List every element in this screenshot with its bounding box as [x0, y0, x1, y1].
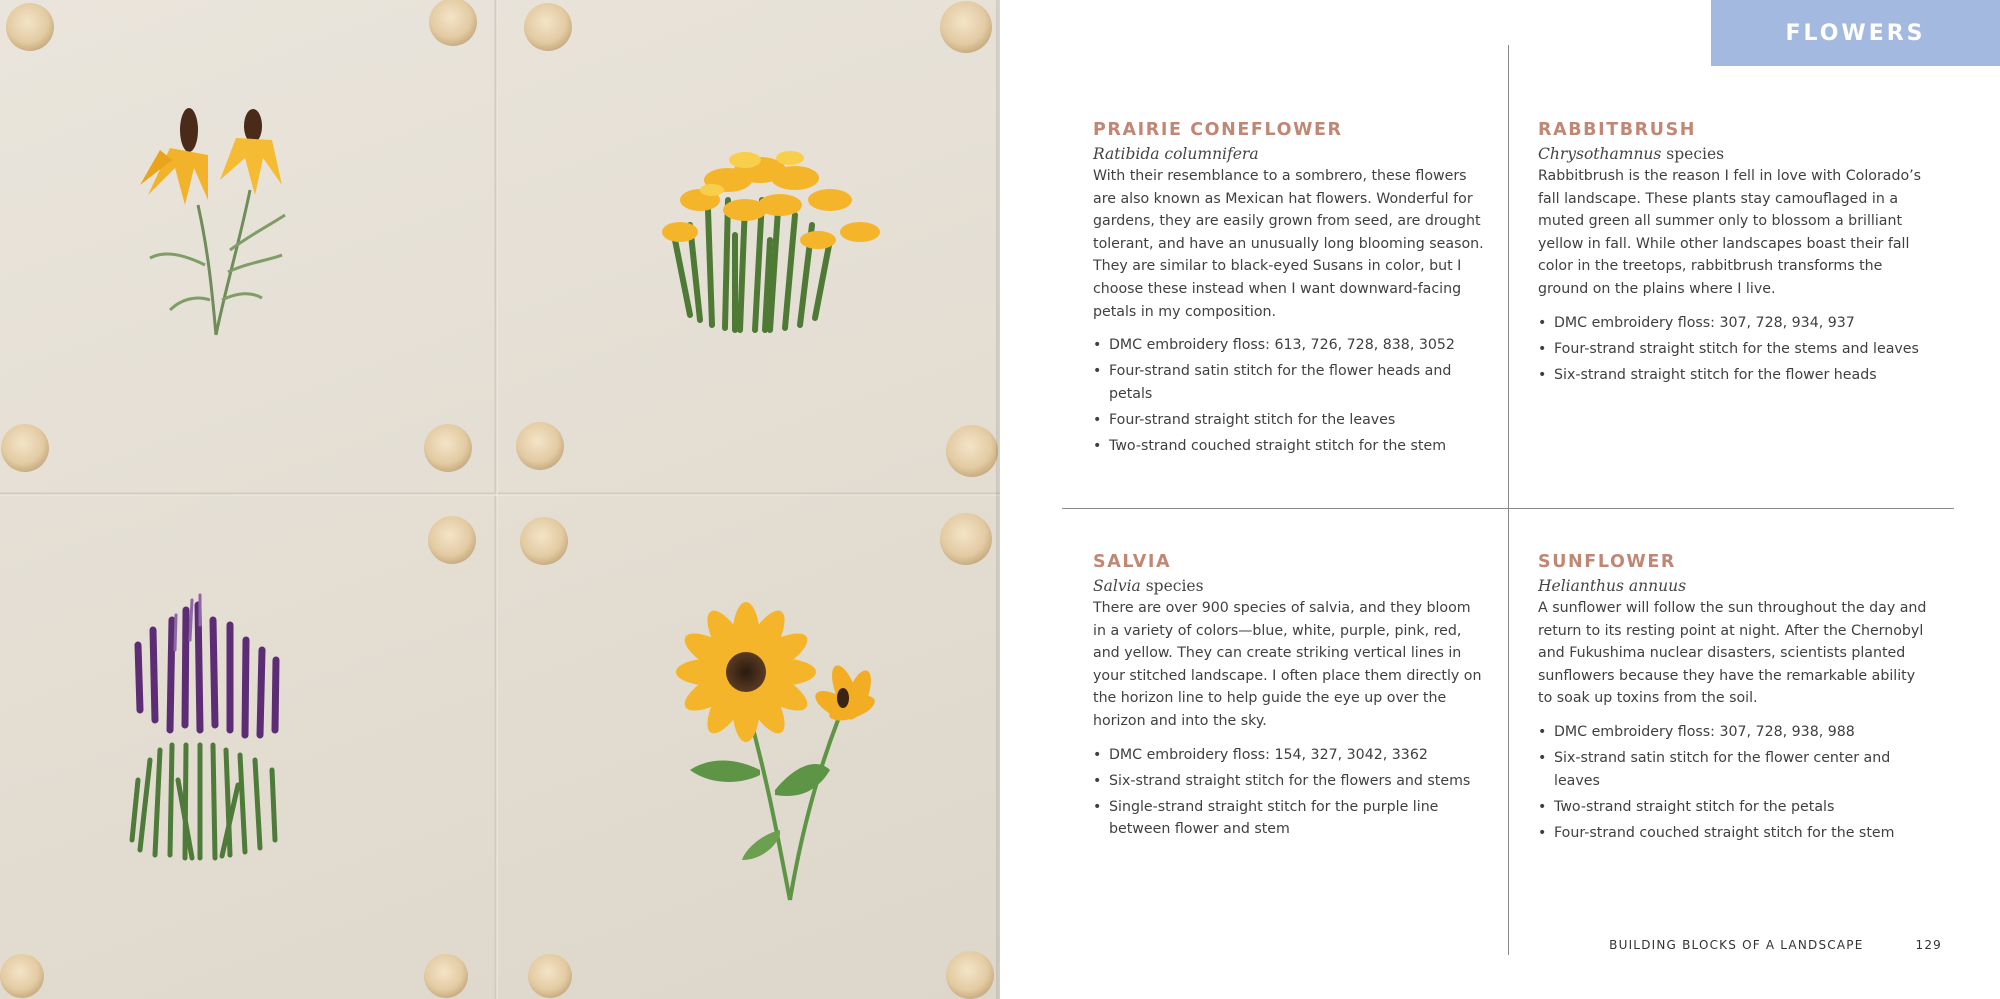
scientific-name: [1093, 143, 1485, 165]
detail-item: • Single-strand straight stitch for the purple line between flower and stem: [1093, 796, 1485, 841]
entry-description: Rabbitbrush is the reason I fell in love with Colorado’s fall landscape. These plants stay camouflaged in a muted green all summer only to blossom a brilliant yellow in fall. While other landscapes boast their fall color in the treetops, rabbitbrush transforms the ground on the plains where I live.: [1538, 168, 1922, 297]
page-number: 129: [1915, 938, 1942, 952]
detail-item: • Six-strand satin stitch for the flower center and leaves: [1538, 747, 1930, 792]
entry-title: SALVIA: [1093, 552, 1172, 572]
entry-salvia: [1093, 551, 1485, 844]
page-footer: [1609, 938, 1942, 952]
detail-item: • Four-strand couched straight stitch for the stem: [1538, 822, 1930, 845]
entry-title: RABBITBRUSH: [1538, 120, 1697, 140]
scientific-name-italic: Ratibida columnifera: [1093, 145, 1259, 163]
scientific-name-italic: Chrysothamnus: [1538, 145, 1662, 163]
entry-details: [1538, 312, 1930, 387]
entry-rabbitbrush: [1538, 119, 1930, 390]
detail-item: • Two-strand couched straight stitch for the stem: [1093, 435, 1485, 458]
coneflower-embroidery: [140, 108, 285, 335]
sunflower-embroidery: [676, 602, 878, 900]
detail-item: • Two-strand straight stitch for the petals: [1538, 796, 1930, 819]
section-tab: FLOWERS: [1711, 0, 2000, 66]
entry-title: PRAIRIE CONEFLOWER: [1093, 120, 1343, 140]
detail-item: • Four-strand straight stitch for the stems and leaves: [1538, 338, 1930, 361]
entry-description: A sunflower will follow the sun throughout the day and return to its resting point at night. After the Chernobyl and Fukushima nuclear disasters, scientists planted sunflowers because they have the remarkable ability to soak up toxins from the soil.: [1538, 600, 1927, 707]
entry-details: [1093, 744, 1485, 841]
detail-item: • Four-strand straight stitch for the leaves: [1093, 409, 1485, 432]
running-title: BUILDING BLOCKS OF A LANDSCAPE: [1609, 938, 1864, 952]
entry-title: SUNFLOWER: [1538, 552, 1676, 572]
scientific-name: [1538, 143, 1930, 165]
scientific-name-italic: Helianthus annuus: [1538, 577, 1687, 595]
detail-item: • DMC embroidery floss: 154, 327, 3042, 3362: [1093, 744, 1485, 767]
detail-item: • DMC embroidery floss: 307, 728, 934, 937: [1538, 312, 1930, 335]
salvia-embroidery: [132, 595, 276, 858]
entry-sunflower: [1538, 551, 1930, 848]
entry-description: With their resemblance to a sombrero, these flowers are also known as Mexican hat flowers. Wonderful for gardens, they are easily grown from seed, are drought tolerant, and have an unusually long blooming season. They are similar to black-eyed Susans in color, but I choose these instead when I want downward-facing petals in my composition.: [1093, 168, 1484, 320]
rabbitbrush-embroidery: [662, 151, 880, 330]
entry-prairie-coneflower: [1093, 119, 1485, 461]
scientific-name: [1538, 575, 1930, 597]
horizontal-divider: [1062, 508, 1954, 509]
text-page: [1000, 0, 2000, 999]
detail-item: • Four-strand satin stitch for the flower heads and petals: [1093, 360, 1485, 405]
detail-item: • DMC embroidery floss: 307, 728, 938, 988: [1538, 721, 1930, 744]
detail-item: • Six-strand straight stitch for the flower heads: [1538, 364, 1930, 387]
wooden-pegs: [0, 0, 998, 999]
detail-item: • Six-strand straight stitch for the flowers and stems: [1093, 770, 1485, 793]
vertical-divider: [1508, 45, 1509, 955]
scientific-name-suffix: species: [1140, 577, 1204, 595]
scientific-name-italic: Salvia: [1093, 577, 1141, 595]
detail-item: • DMC embroidery floss: 613, 726, 728, 838, 3052: [1093, 334, 1485, 357]
entry-description: There are over 900 species of salvia, and they bloom in a variety of colors—blue, white, purple, pink, red, and yellow. They can create striking vertical lines in your stitched landscape. I often place them directly on the horizon line to help guide the eye up over the horizon and into the sky.: [1093, 600, 1482, 729]
scientific-name-suffix: species: [1661, 145, 1725, 163]
scientific-name: [1093, 575, 1485, 597]
entry-details: [1093, 334, 1485, 457]
entry-details: [1538, 721, 1930, 844]
